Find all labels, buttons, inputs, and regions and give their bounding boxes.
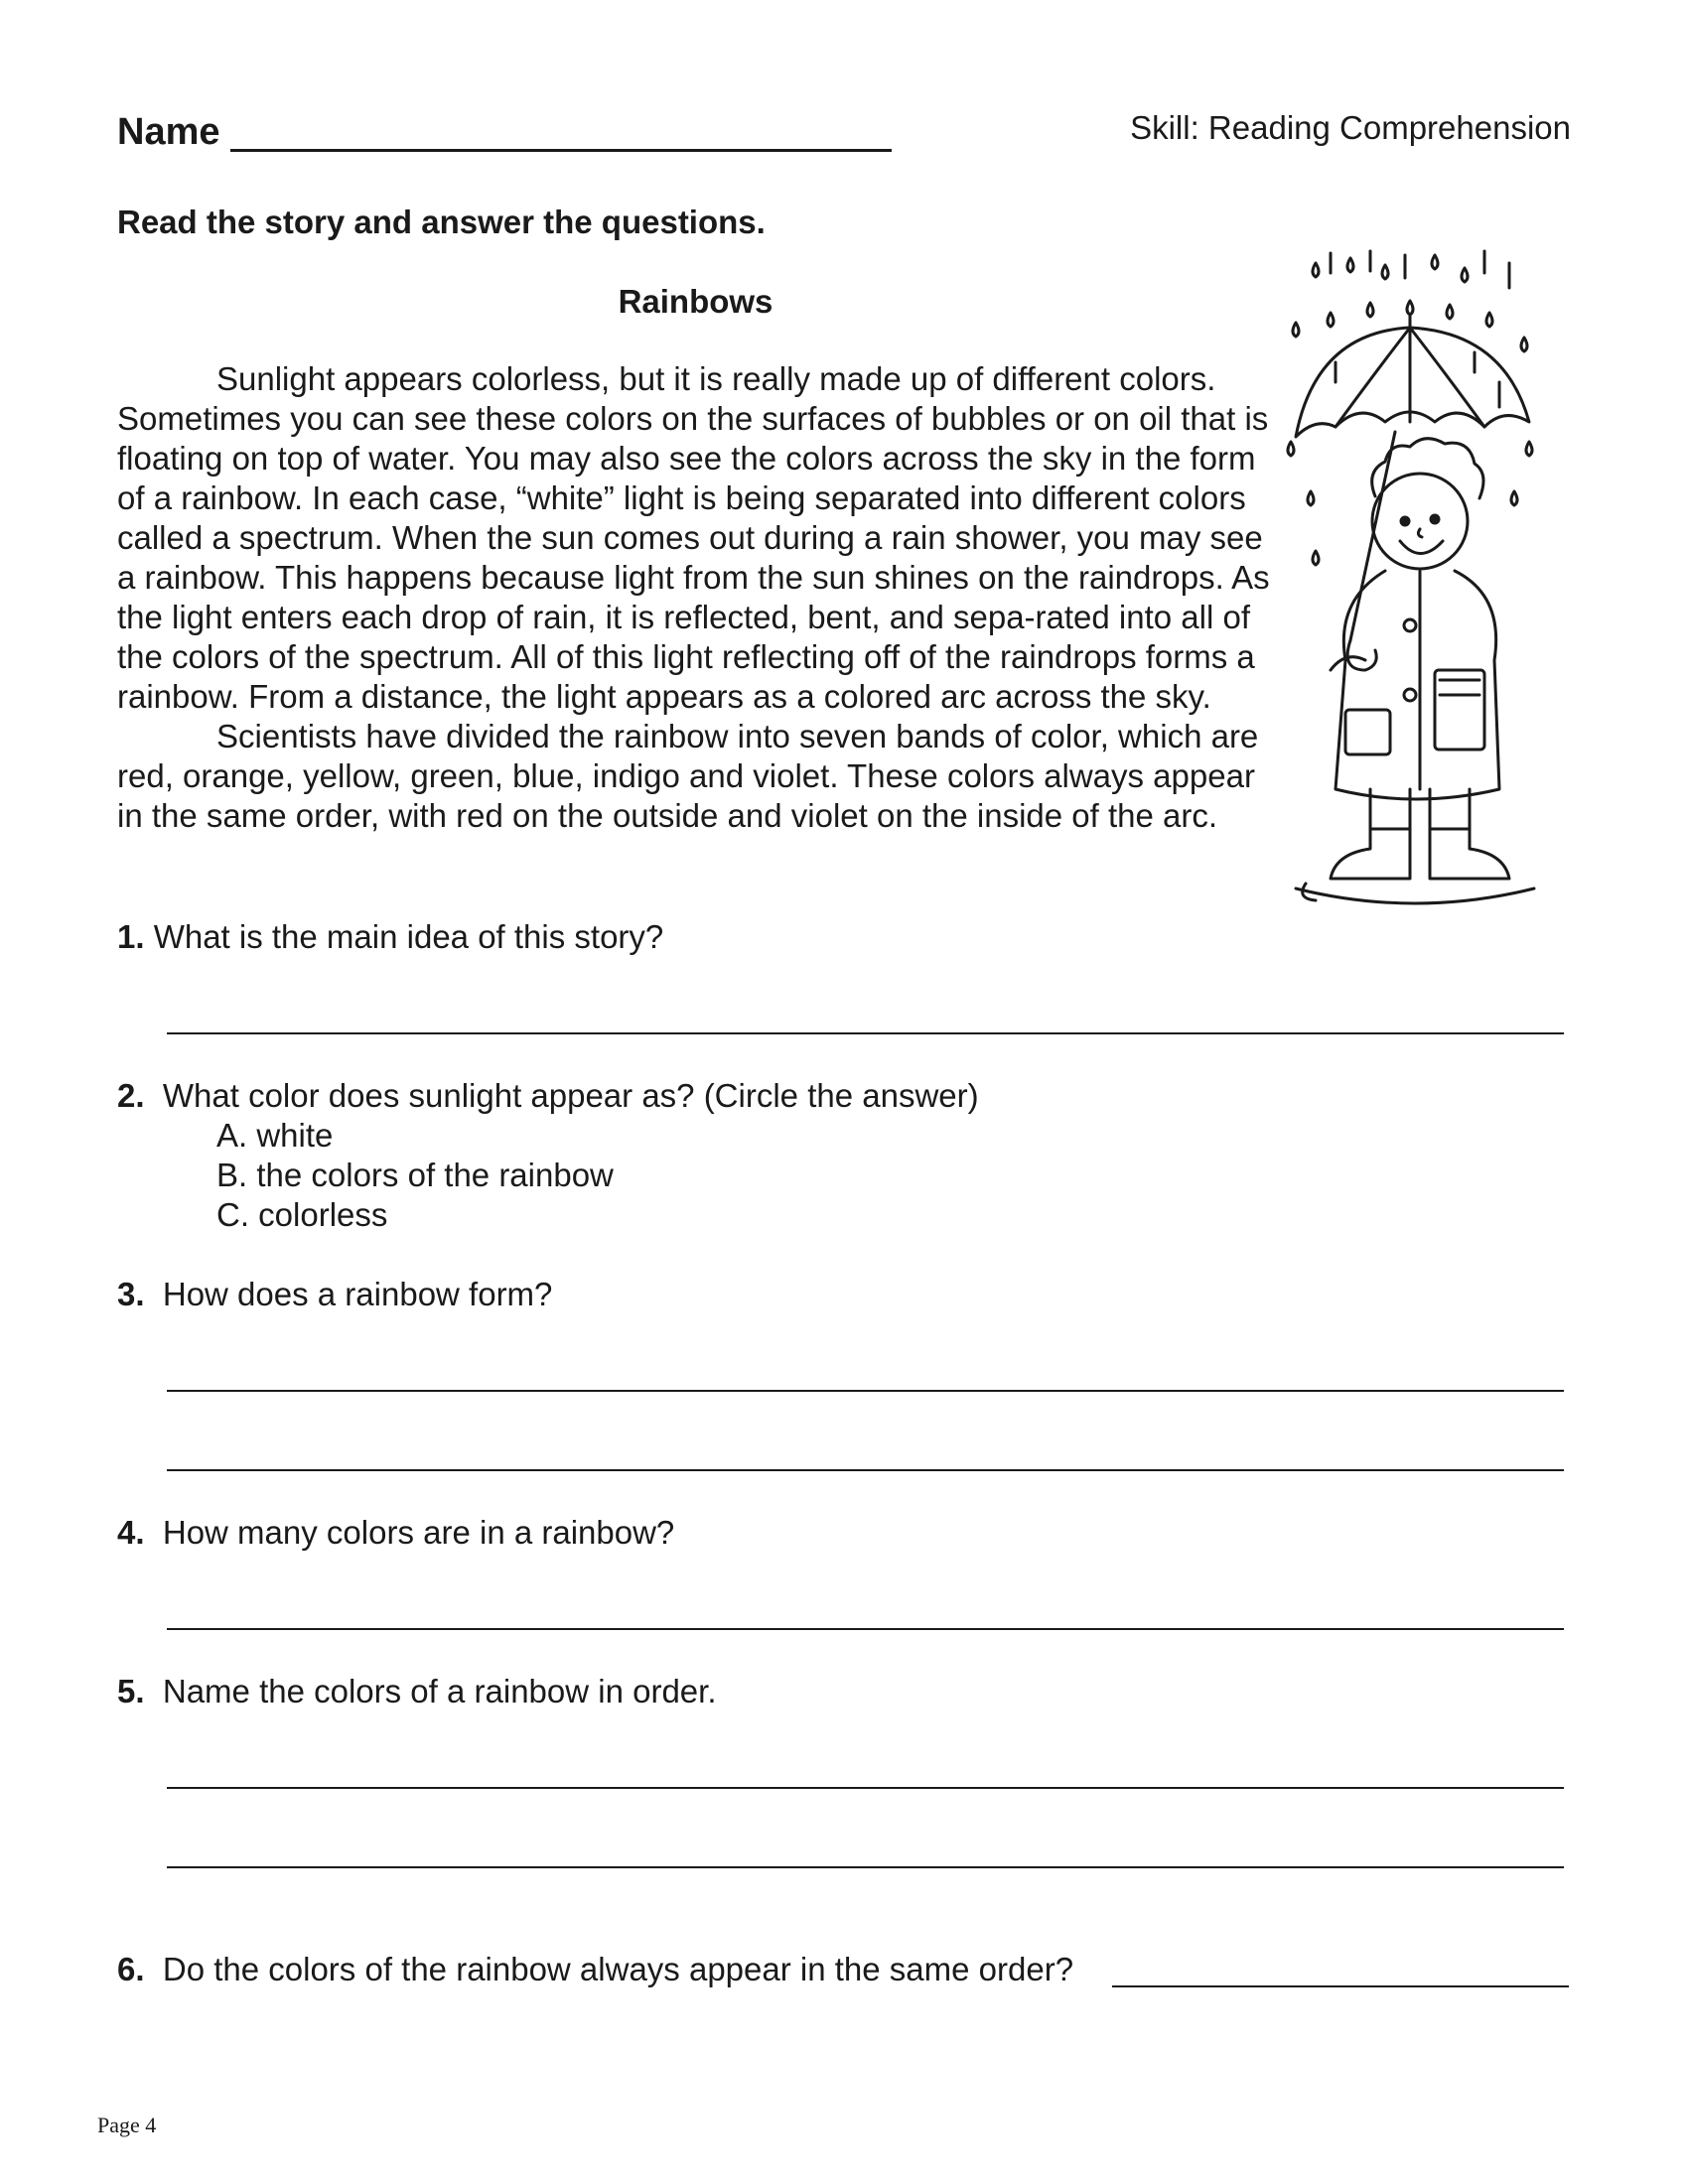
question-text: Name the colors of a rainbow in order. — [162, 1673, 717, 1709]
story-paragraph: Sunlight appears colorless, but it is really made up of different colors. Sometimes you can see these colors on the surfaces of bubbles or on oil that is floating on top of water. You may also see the colors across the sky in the form of a rainbow. In each case, “white” light is being separated into different colors called a spectrum. When the sun comes out during a rain shower, you may see a rainbow. This happens because light from the sun shines on the raindrops. As the light enters each drop of rain, it is reflected, bent, and sepa-rated into all of the colors of the spectrum. All of this light reflecting off of the raindrops forms a rainbow. From a distance, the light appears as a colored arc across the sky. — [117, 360, 1270, 715]
question-5 — [117, 1673, 717, 1710]
name-answer-line[interactable] — [230, 149, 892, 152]
story-body — [117, 359, 1274, 836]
answer-line-q4[interactable] — [167, 1628, 1564, 1630]
answer-line-q3[interactable] — [167, 1469, 1564, 1471]
name-label: Name — [117, 111, 220, 153]
answer-line-q6[interactable] — [1112, 1985, 1569, 1987]
answer-line-q5[interactable] — [167, 1787, 1564, 1789]
question-number: 2. — [117, 1077, 145, 1114]
question-number: 6. — [117, 1951, 145, 1987]
question-number: 4. — [117, 1514, 145, 1551]
question-text: Do the colors of the rainbow always appear in the same order? — [162, 1951, 1074, 1987]
question-4 — [117, 1514, 674, 1552]
question-number: 1. — [117, 918, 145, 955]
answer-line-q1[interactable] — [167, 1032, 1564, 1034]
answer-line-q3[interactable] — [167, 1390, 1564, 1392]
question-text: What is the main idea of this story? — [153, 918, 664, 955]
answer-line-q5[interactable] — [167, 1866, 1564, 1868]
question-number: 5. — [117, 1673, 145, 1709]
question-text: How many colors are in a rainbow? — [162, 1514, 675, 1551]
question-text: How does a rainbow form? — [162, 1276, 553, 1312]
child-umbrella-illustration — [1276, 243, 1554, 908]
question-6 — [117, 1951, 1073, 1988]
page-number: Page 4 — [97, 2113, 157, 2137]
choice-b[interactable]: B. the colors of the rainbow — [216, 1157, 614, 1193]
question-2 — [117, 1077, 979, 1115]
story-title: Rainbows — [618, 283, 774, 320]
question-3 — [117, 1276, 552, 1313]
question-text: What color does sunlight appear as? (Circle the answer) — [162, 1077, 979, 1114]
story-paragraph: Scientists have divided the rainbow into seven bands of color, which are red, orange, yellow, green, blue, indigo and violet. These colors always appear in the same order, with red on the outside and violet on the inside of the arc. — [117, 718, 1259, 834]
rain-boots-icon — [1296, 789, 1534, 903]
question-1 — [117, 918, 663, 956]
choice-c[interactable]: C. colorless — [216, 1196, 388, 1233]
question-number: 3. — [117, 1276, 145, 1312]
choice-a[interactable]: A. white — [216, 1117, 334, 1154]
raincoat-icon — [1331, 571, 1499, 799]
instructions: Read the story and answer the questions. — [117, 204, 766, 240]
skill-label: Skill: Reading Comprehension — [1130, 109, 1571, 146]
